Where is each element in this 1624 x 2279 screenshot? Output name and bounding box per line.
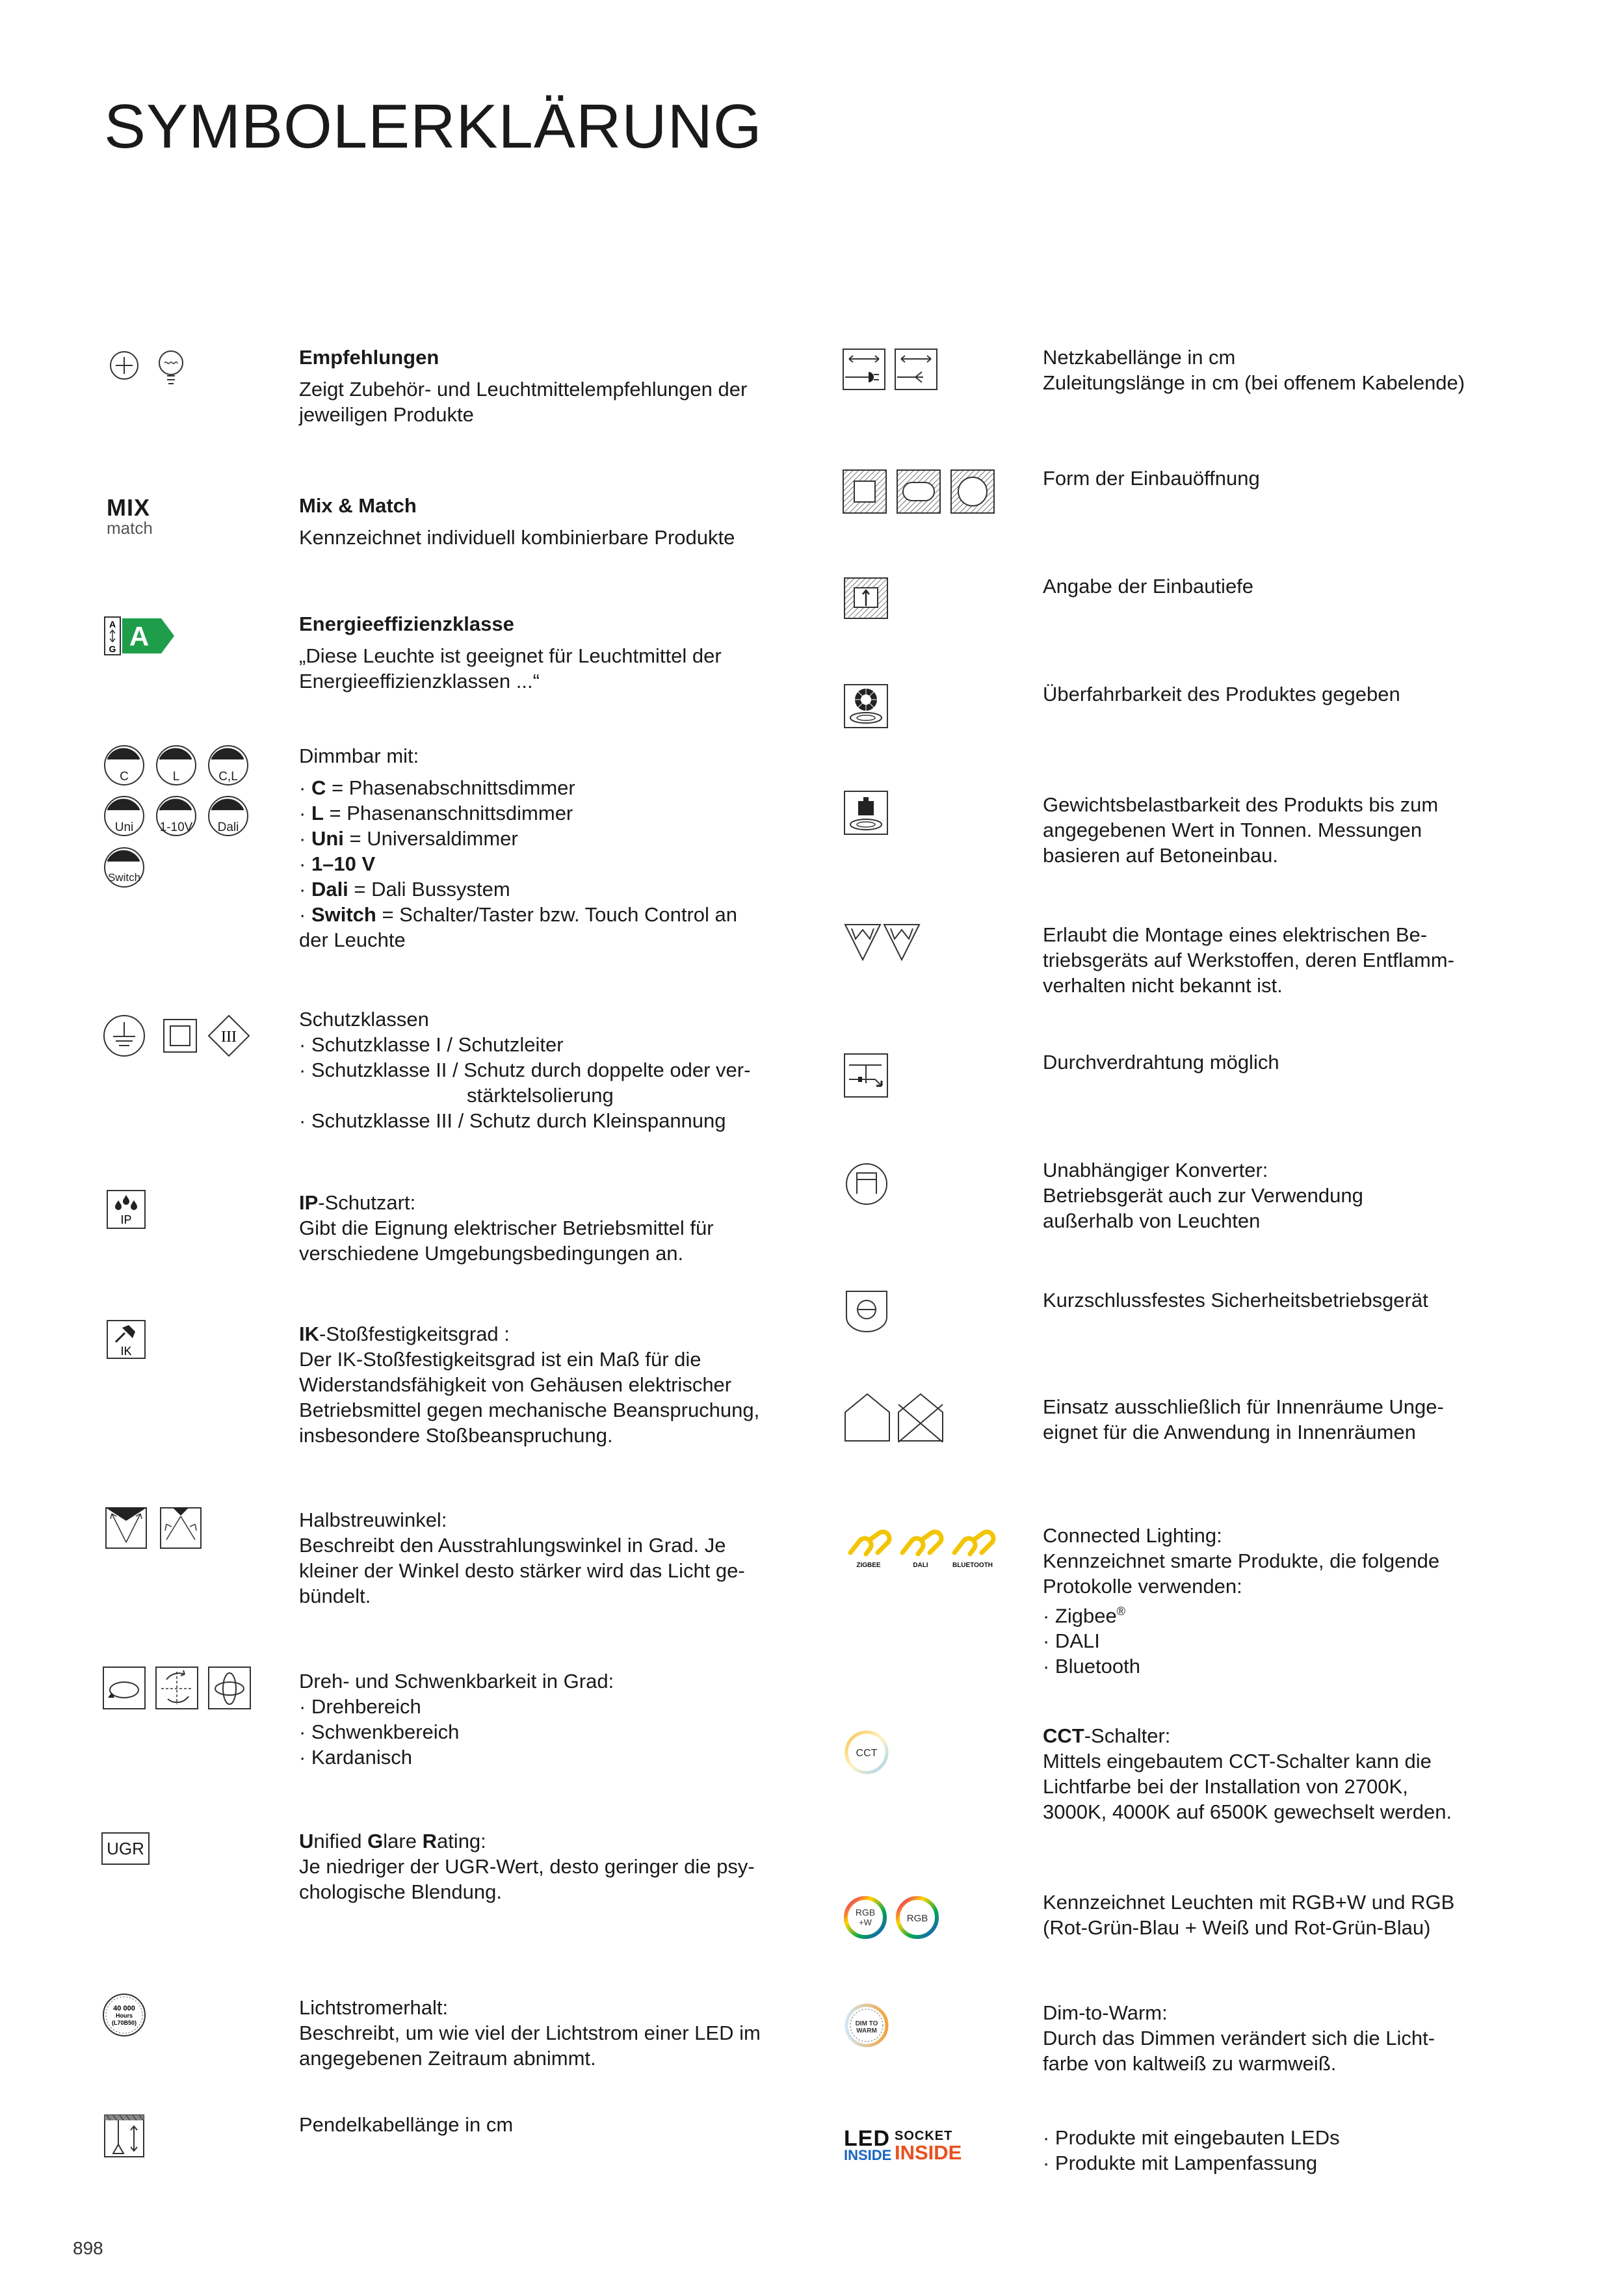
socket-logo-inside: INSIDE xyxy=(895,2141,962,2164)
ip-icon-label: IP xyxy=(120,1213,132,1226)
netzkabel-line: Zuleitungslänge in cm (bei offenem Kabelende) xyxy=(1043,371,1465,394)
cct-icon-label: CCT xyxy=(856,1748,878,1759)
mix-match-logo xyxy=(107,496,153,536)
inside-item: · Produkte mit eingebauten LEDs xyxy=(1043,2126,1340,2149)
ugr-text: Je niedriger der UGR-Wert, desto geringer die psy-chologische Blendung. xyxy=(299,1855,755,1903)
led-logo-inside: INSIDE xyxy=(844,2147,892,2163)
pendant-cable-icon xyxy=(104,2114,144,2157)
dimmbar-item: · C = Phasenabschnittsdimmer xyxy=(299,776,575,799)
rotation-icons xyxy=(103,1666,252,1712)
dtw-line: Durch das Dimmen verändert sich die Licht- xyxy=(1043,2027,1435,2049)
ik-text: Der IK-Stoßfestigkeitsgrad ist ein Maß für die Widerstandsfähigkeit von Gehäusen elektrischer Betriebsmittel gegen mechanische Beanspruchung, insbesondere Stoßbeanspruchung. xyxy=(299,1348,760,1447)
lifetime-icon xyxy=(101,1992,147,2038)
innenraum-line: eignet für die Anwendung in Innenräumen xyxy=(1043,1421,1416,1443)
rgb-line: Kennzeichnet Leuchten mit RGB+W und RGB xyxy=(1043,1891,1455,1914)
lichtstrom-text: Beschreibt, um wie viel der Lichtstrom einer LED im angegebenen Zeitraum abnimmt. xyxy=(299,2022,761,2070)
mix-text: Kennzeichnet individuell kombinierbare Produkte xyxy=(299,526,735,549)
pendel-title: Pendelkabellänge in cm xyxy=(299,2113,514,2136)
dreh-item: · Drehbereich xyxy=(299,1695,421,1718)
empfehlungen-title: Empfehlungen xyxy=(299,346,439,369)
halbstreu-title: Halbstreuwinkel: xyxy=(299,1508,447,1531)
ip-title: IP-Schutzart: xyxy=(299,1191,416,1214)
ip-text: Gibt die Eignung elektrischer Betriebsmittel für verschiedene Umgebungsbedingungen an. xyxy=(299,1217,714,1265)
beam-angle-icons xyxy=(105,1507,203,1550)
connected-item: · Bluetooth xyxy=(1043,1655,1140,1678)
ugr-icon xyxy=(101,1832,150,1865)
svg-text:+W: +W xyxy=(859,1917,872,1927)
mix-title: Mix & Match xyxy=(299,494,417,517)
lifetime-hours: 40 000 xyxy=(113,2005,135,2012)
connected-item: · DALI xyxy=(1043,1629,1100,1653)
ugr-icon-label: UGR xyxy=(101,1832,150,1865)
led-logo-main: LED xyxy=(844,2126,890,2151)
schutz-item: · Schutzklasse III / Schutz durch Kleinspannung xyxy=(299,1109,726,1132)
independent-converter-icon xyxy=(844,1161,889,1207)
schutz-title: Schutzklassen xyxy=(299,1008,429,1031)
energy-scale-top: A xyxy=(109,619,116,629)
cutout-shape-icons xyxy=(843,469,996,514)
rgb-icons xyxy=(843,1893,947,1942)
lifetime-spec: (L70B50) xyxy=(111,2020,137,2026)
cct-text: Mittels eingebautem CCT-Schalter kann die Lichtfarbe bei der Installation von 2700K, 3000K, 4000K auf 6500K gewechselt werden. xyxy=(1043,1750,1452,1823)
ueberfahr-text: Überfahrbarkeit des Produktes gegeben xyxy=(1043,683,1400,705)
kurzschluss-text: Kurzschlussfestes Sicherheitsbetriebsgerät xyxy=(1043,1289,1428,1311)
ip-icon xyxy=(107,1190,146,1229)
socket-inside-logo xyxy=(895,2129,962,2163)
rgb-line: (Rot-Grün-Blau + Weiß und Rot-Grün-Blau) xyxy=(1043,1916,1431,1939)
rgbw-icon-label: RGB xyxy=(855,1907,876,1917)
mix-logo-sub: match xyxy=(107,518,153,538)
dreh-item: · Schwenkbereich xyxy=(299,1720,460,1743)
ik-icon-label: IK xyxy=(120,1345,132,1358)
bluetooth-label: BLUETOOTH xyxy=(952,1562,993,1569)
dimmer-icon-cl: C,L xyxy=(218,770,238,784)
energy-class-letter: A xyxy=(129,621,150,652)
dimmer-icon-1-10v: 1-10V xyxy=(159,821,193,834)
page-number: 898 xyxy=(73,2238,103,2258)
inside-item: · Produkte mit Lampenfassung xyxy=(1043,2152,1318,2174)
connected-lighting-icons xyxy=(843,1527,999,1579)
halbstreu-text: Beschreibt den Ausstrahlungswinkel in Grad. Je kleiner der Winkel desto stärker wird das Licht ge-bündelt. xyxy=(299,1534,745,1607)
energy-scale-bottom: G xyxy=(109,644,116,654)
konverter-text: Betriebsgerät auch zur Verwendung außerhalb von Leuchten xyxy=(1043,1184,1363,1232)
schutz-item: · Schutzklasse I / Schutzleiter xyxy=(299,1033,564,1056)
dtw-title: Dim-to-Warm: xyxy=(1043,2001,1168,2024)
protection-class-icons xyxy=(101,1012,257,1060)
form-text: Form der Einbauöffnung xyxy=(1043,467,1260,490)
dimmbar-item: · L = Phasenanschnittsdimmer xyxy=(299,802,573,824)
ik-icon xyxy=(107,1320,146,1359)
lichtstrom-title: Lichtstromerhalt: xyxy=(299,1996,449,2019)
dimmer-icon-l: L xyxy=(172,770,180,784)
zigbee-label: ZIGBEE xyxy=(856,1562,881,1569)
dimmbar-title: Dimmbar mit: xyxy=(299,744,419,767)
drive-over-icon xyxy=(844,684,889,730)
schutz-item: · Schutzklasse II / Schutz durch doppelte oder ver- xyxy=(299,1059,751,1081)
dimmer-icon-switch: Switch xyxy=(107,871,141,884)
montage-line: Erlaubt die Montage eines elektrischen Be- xyxy=(1043,923,1428,946)
mm-flammable-icon xyxy=(844,923,922,962)
energie-title: Energieeffizienzklasse xyxy=(299,613,514,635)
connected-text: Kennzeichnet smarte Produkte, die folgende Protokolle verwenden: xyxy=(1043,1549,1440,1598)
montage-line: triebsgeräts auf Werkstoffen, deren Entflamm- xyxy=(1043,949,1454,971)
konverter-title: Unabhängiger Konverter: xyxy=(1043,1159,1268,1181)
weight-load-icon xyxy=(844,791,889,836)
cable-length-icons xyxy=(843,349,939,391)
lifetime-unit: Hours xyxy=(115,2012,133,2019)
durchverdrahtung-text: Durchverdrahtung möglich xyxy=(1043,1051,1279,1074)
indoor-only-icons xyxy=(843,1391,947,1443)
rgb-icon-label: RGB xyxy=(906,1913,928,1924)
short-circuit-proof-icon xyxy=(844,1289,889,1334)
through-wiring-icon xyxy=(844,1053,889,1099)
cct-icon xyxy=(844,1730,889,1775)
schutz-item: stärktelsolierung xyxy=(467,1084,614,1107)
cct-title: CCT-Schalter: xyxy=(1043,1724,1171,1747)
ugr-title: Unified Glare Rating: xyxy=(299,1830,486,1852)
plus-circle-icon xyxy=(108,349,140,382)
dimmbar-item: · 1–10 V xyxy=(299,852,376,875)
mix-logo-main: MIX xyxy=(107,494,151,521)
page-title: SYMBOLERKLÄRUNG xyxy=(104,92,763,161)
bulb-icon xyxy=(155,347,187,389)
dtw-line2: WARM xyxy=(856,2027,877,2035)
empfehlungen-text: Zeigt Zubehör- und Leuchtmittelempfehlungen der jeweiligen Produkte xyxy=(299,378,748,426)
gewicht-text: Gewichtsbelastbarkeit des Produkts bis zum angegebenen Wert in Tonnen. Messungen basieren auf Betoneinbau. xyxy=(1043,793,1439,867)
dimmer-icon-dali: Dali xyxy=(217,821,239,834)
protection-class-iii-label: III xyxy=(221,1029,237,1046)
innenraum-line: Einsatz ausschließlich für Innenräume Unge- xyxy=(1043,1395,1444,1418)
dtw-line: farbe von kaltweiß zu warmweiß. xyxy=(1043,2052,1337,2075)
dimmer-icon-c: C xyxy=(120,770,129,784)
montage-line: verhalten nicht bekannt ist. xyxy=(1043,974,1283,997)
connected-title: Connected Lighting: xyxy=(1043,1524,1222,1547)
installation-depth-icon xyxy=(844,577,889,620)
dim-to-warm-icon xyxy=(844,2003,889,2048)
socket-logo-main: SOCKET xyxy=(895,2129,953,2143)
connected-item: · Zigbee® xyxy=(1043,1604,1125,1627)
energie-text: „Diese Leuchte ist geeignet für Leuchtmittel der Energieeffizienzklassen ...“ xyxy=(299,644,722,692)
dimmer-icons xyxy=(101,743,257,892)
dtw-line1: DIM TO xyxy=(855,2020,878,2027)
dreh-title: Dreh- und Schwenkbarkeit in Grad: xyxy=(299,1670,614,1693)
einbautiefe-text: Angabe der Einbautiefe xyxy=(1043,575,1254,598)
dimmbar-item: · Uni = Universaldimmer xyxy=(299,827,518,850)
ik-title: IK-Stoßfestigkeitsgrad : xyxy=(299,1323,510,1345)
netzkabel-line: Netzkabellänge in cm xyxy=(1043,346,1236,369)
dreh-item: · Kardanisch xyxy=(299,1746,413,1769)
led-inside-logo xyxy=(844,2126,892,2163)
dimmbar-item: · Switch = Schalter/Taster bzw. Touch Control an der Leuchte xyxy=(299,903,737,951)
dimmbar-item: · Dali = Dali Bussystem xyxy=(299,878,510,901)
dimmer-icon-uni: Uni xyxy=(114,821,134,834)
energy-label-icon xyxy=(104,616,176,655)
dali-label: DALI xyxy=(913,1562,928,1569)
